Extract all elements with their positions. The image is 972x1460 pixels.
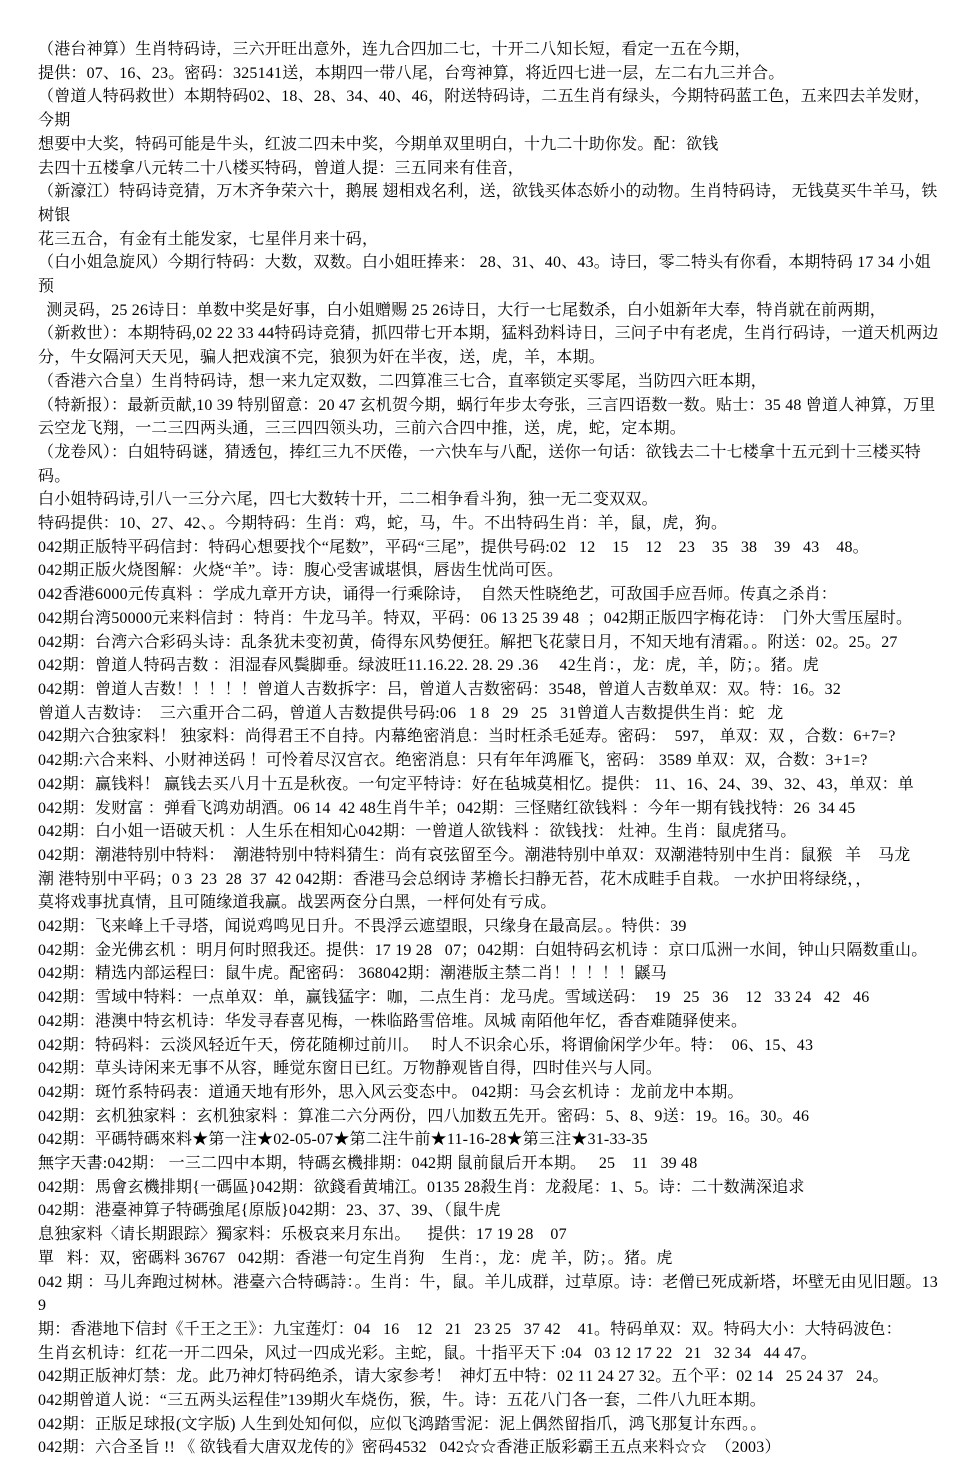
- text-line: （特新报）：最新贡献,10 39 特别留意：20 47 玄机贺今期，蜗行年步太夸张，三言四语数一数。贴士：35 48 曾道人神算，万里: [38, 396, 936, 414]
- text-line: 042期正版神灯禁：龙。此乃神灯特码绝杀，请大家参考！ 神灯五中特：02 11 24 27 32。五个平：02 14 25 24 37 24。: [38, 1368, 889, 1386]
- text-line: 042期：玄机独家料 ：玄机独家料 ：算准二六分两份，四八加数五先开。密码：5、8、9送：19。16。30。46: [38, 1107, 810, 1125]
- text-line: 042期：精选内部运程曰：鼠牛虎。配密码： 368042期：潮港版主禁二肖！！！！！鼷马: [38, 965, 667, 983]
- text-line: 曾道人吉数诗： 三六重开合二码，曾道人吉数提供号码:06 1 8 29 25 31曾道人吉数提供生肖：蛇 龙: [38, 704, 784, 722]
- text-line: 單 料：双，密碼料 36767 042期：香港一句定生肖狗 生肖：，龙：虎 羊，防；。猪。虎: [38, 1249, 673, 1267]
- text-line: （新救世）：本期特码,02 22 33 44特码诗竞猜，抓四带七开本期，猛料劲料诗日，三问子中有老虎，生肖行码诗，一道天机两边: [38, 325, 939, 343]
- text-line: （龙卷风）：白姐特码谜，猜透包，捧红三九不厌倦，一六快车与八配，送你一句话：欲钱去二十七楼拿十五元到十三楼买特码。: [38, 443, 922, 485]
- text-line: 想要中大奖，特码可能是牛头，红波二四未中奖，今期单双里明白，十九二十助你发。配：欲钱: [38, 135, 719, 153]
- text-line: （曾道人特码救世）本期特码02、18、28、34、40、46，附送特码诗，二五生肖有绿头，今期特码蓝工色，五来四去羊发财，今期: [38, 88, 931, 130]
- text-line: 花三五合，有金有土能发家，七星伴月来十码，: [38, 230, 379, 248]
- text-line: 潮 港特别中平码；0 3 23 28 37 42 042期：香港马会总纲诗 茅檐长扫静无苔，花木成畦手自栽。 一水护田将绿绕，，: [38, 870, 872, 888]
- text-line: 042期：赢钱料！ 赢钱去买八月十五是秋夜。一句定平特诗：好在毡城莫相忆。提供： 11、16、24、39、32、43，单双：单: [38, 775, 915, 793]
- text-line: 提供：07、16、23。密码：325141送，本期四一带八尾，台弯神算，将近四七进一层，左二右九三并合。: [38, 64, 785, 82]
- text-line: 042期：六合圣旨 !! 《 欲钱看大唐双龙传的》密码4532 042☆☆香港正版彩霸王五点来料☆☆ （2003）: [38, 1439, 781, 1457]
- text-line: 042期：特码料：云淡风轻近午天，傍花随柳过前川。 时人不识余心乐，将谓偷闲学少年。特： 06、15、43: [38, 1036, 814, 1054]
- text-line: （香港六合皇）生肖特码诗，想一来九定双数，二四算准三七合，直率锁定买零尾，当防四六旺本期，: [38, 372, 768, 390]
- text-line: 042期：飞来峰上千寻塔，闻说鸡鸣见日升。不畏浮云遮望眼，只缘身在最高层。。特供：39: [38, 918, 687, 936]
- text-line: 042期：馬會玄機排期{一碼區}042期：欲錢看黄埔江。0135 28殺生肖：龙殺尾：1、5。诗：二十数满深追求: [38, 1178, 805, 1196]
- text-line: 無字天書:042期： 一三二四中本期，特碼玄機排期：042期 鼠前鼠后开本期。 25 11 39 48: [38, 1155, 698, 1173]
- text-line: 测灵码，25 26诗日：单数中奖是好事，白小姐赠赐 25 26诗日，大行一七尾数杀，白小姐新年大奉，特肖就在前两期，: [38, 301, 887, 319]
- text-line: 分，牛女隔河天天见，骗人把戏演不完，狼狈为奸在半夜，送，虎，羊，本期。: [38, 349, 606, 367]
- text-line: 生肖玄机诗：红花一开二四朵，风过一四成光彩。主蛇，鼠。十指平天下 :04 03 12 17 22 21 32 34 44 47。: [38, 1344, 817, 1362]
- text-line: （白小姐急旋风）今期行特码：大数，双数。白小姐旺捧来： 28、31、40、43。诗曰，零二特头有你看，本期特码 17 34 小姐预: [38, 254, 931, 296]
- text-line: 042 期 ：马儿奔跑过树林。港臺六合特碼詩：。生肖：牛，鼠。羊儿成群，过草原。诗：老僧已死成新塔，坏壁无由见旧题。139: [38, 1273, 939, 1315]
- text-line: 期：香港地下信封《千王之王》：九宝莲灯：04 16 12 21 23 25 37 42 41。特码单双：双。特码大小：大特码波色：: [38, 1320, 902, 1338]
- text-line: 042期：潮港特别中特料： 潮港特别中特料猜生：尚有哀弦留至今。潮港特别中单双：双潮港特别中生肖：鼠猴 羊 马龙: [38, 846, 911, 864]
- text-line: 042期：曾道人特码吉数 ：泪湿春风鬓脚垂。绿波旺11.16.22. 28. 29 .36 42生肖：，龙：虎，羊，防；。猪。虎: [38, 657, 820, 675]
- text-line: 042期台湾50000元来料信封 ：特肖：牛龙马羊。特双，平码：06 13 25 39 48 ；042期正版四字梅花诗： 门外大雪压屋时。: [38, 609, 913, 627]
- text-line: 莫将戏事扰真情，且可随缘道我赢。战罢两奁分白黑，一枰何处有亏成。: [38, 894, 557, 912]
- text-line: 042期曾道人说：“三五两头运程佳”139期火车烧伤，猴，牛。诗：五花八门各一套，二件八九旺本期。: [38, 1392, 767, 1410]
- text-line: （新濠江）特码诗竞猜，万木齐争荣六十，鹅展 翅相戏名利，送，欲钱买体态娇小的动物。生肖特码诗， 无钱莫买牛羊马，铁树银: [38, 183, 938, 224]
- text-line: 息独家料〈请长期跟踪〉獨家料：乐极哀来月东出。 提供：17 19 28 07: [38, 1226, 567, 1244]
- text-line: 042期：港澳中特玄机诗：华发寻春喜见梅，一株临路雪倍堆。凤城 南陌他年忆，香杳难随驿使来。: [38, 1012, 748, 1030]
- text-line: 042期：港臺神算子特碼強尾{原版}042期：23、37、39、（鼠牛虎: [38, 1202, 501, 1220]
- text-line: 042期：发财富 ：弹看飞鸿劝胡酒。06 14 42 48生肖牛羊；042期：三怪赌红欲钱料 ：今年一期有钱找特：26 34 45: [38, 799, 856, 817]
- text-line: 去四十五楼拿八元转二十八楼买特码，曾道人提：三五同来有佳音，: [38, 159, 525, 177]
- text-line: 042期：金光佛玄机 ：明月何时照我还。提供：17 19 28 07；042期：白姐特码玄机诗 ：京口瓜洲一水间，钟山只隔数重山。: [38, 941, 928, 959]
- text-line: 042期：台湾六合彩码头诗：乱条犹未变初黄，倚得东风势便狂。解把飞花蒙日月，不知天地有清霜。。附送：02。25。27: [38, 633, 898, 651]
- text-line: 042期正版特平码信封：特码心想要找个“尾数”，平码“三尾”，提供号码:02 12 15 12 23 35 38 39 43 48。: [38, 538, 869, 556]
- text-line: 042期：斑竹系特码表：道通天地有形外，思入风云变态中。 042期：马会玄机诗 ：龙前龙中本期。: [38, 1083, 744, 1101]
- text-line: 042期：白小姐一语破天机 ：人生乐在相知心042期：一曾道人欲钱料 ：欲钱找： 灶神。生肖：鼠虎猪马。: [38, 823, 797, 841]
- text-line: 042期：平碼特碼來料★第一注★02-05-07★第二注牛前★11-16-28★第三注★31-33-35: [38, 1131, 648, 1149]
- text-line: （港台神算）生肖特码诗，三六开旺出意外，连九合四加二七，十开二八知长短，看定一五在今期，: [38, 41, 751, 58]
- text-line: 042香港6000元传真料 ：学成九章开方诀，诵得一行乘除诗， 自然天性晓绝艺，可敌国手应吾师。传真之杀肖：: [38, 586, 838, 604]
- text-line: 白小姐特码诗,引八一三分六尾，四七大数转十开，二二相争看斗狗，独一无二变双双。: [38, 491, 658, 509]
- text-line: 042期六合独家料！ 独家料：尚得君王不自持。内幕绝密消息：当时枉杀毛延寿。密码： 597， 单双：双 ，合数：6+7=?: [38, 728, 896, 746]
- text-line: 042期：雪域中特料：一点单双：单，赢钱猛字：咖，二点生肖：龙马虎。雪域送码： 19 25 36 12 33 24 42 46: [38, 989, 870, 1007]
- text-line: 云空龙飞翔，一二三四两头通，三三四四领头功，三前六合四中推，送，虎，蛇，定本期。: [38, 420, 687, 438]
- text-line: 特码提供：10、27、42、。今期特码：生肖：鸡，蛇，马，牛。不出特码生肖：羊，鼠，虎，狗。: [38, 515, 728, 533]
- text-line: 042期：草头诗闲来无事不从容，睡觉东窗日已红。万物静观皆自得，四时佳兴与人同。: [38, 1060, 663, 1078]
- text-line: 042期:六合来料、小财神送码 ！可怜着尽汉宫衣。绝密消息：只有年年鸿雁飞，密码： 3589 单双：双，合数：3+1=?: [38, 752, 868, 770]
- text-line: 042期正版火烧图解：火烧“羊”。诗：腹心受害诚堪惧，唇齿生忧尚可医。: [38, 562, 564, 580]
- text-line: 042期：正版足球报(文字版) 人生到处知何似，应似飞鸿踏雪泥：泥上偶然留指爪，鸿飞那复计东西。。: [38, 1415, 767, 1433]
- text-line: 042期：曾道人吉数！！！！！曾道人吉数拆字：吕，曾道人吉数密码：3548，曾道人吉数单双：双。特：16。32: [38, 680, 842, 698]
